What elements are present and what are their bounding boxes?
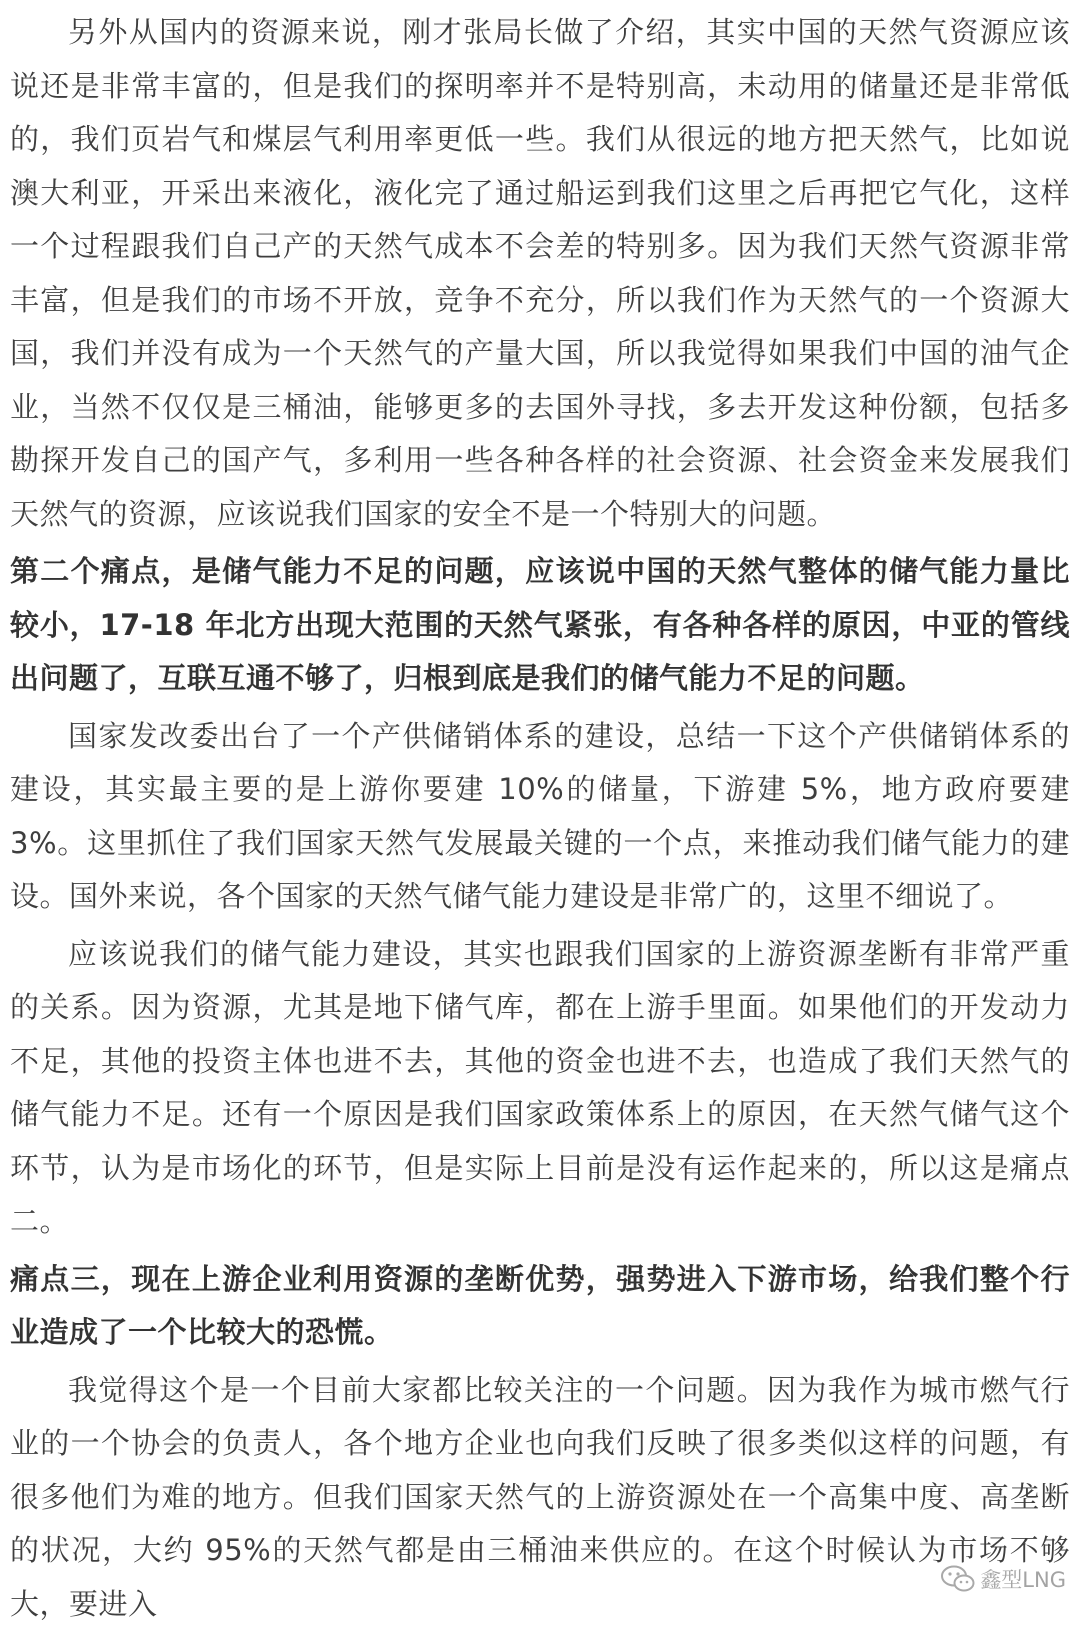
paragraph-supply-storage-system: 国家发改委出台了一个产供储销体系的建设，总结一下这个产供储销体系的建设，其实最主要的是上游你要建 10%的储量，下游建 5%，地方政府要建 3%。这里抓住了我们国家天然气发展最关键的一个点，来推动我们储气能力的建设。国外来说，各个国家的天然气储气能力建设是非常广的，这里不细说了。 [10, 710, 1070, 924]
article-body [10, 6, 1070, 1631]
watermark-label: 鑫型LNG [980, 1564, 1066, 1594]
paragraph-resources: 另外从国内的资源来说，刚才张局长做了介绍，其实中国的天然气资源应该说还是非常丰富的，但是我们的探明率并不是特别高，未动用的储量还是非常低的，我们页岩气和煤层气利用率更低一些。我们从很远的地方把天然气，比如说澳大利亚，开采出来液化，液化完了通过船运到我们这里之后再把它气化，这样一个过程跟我们自己产的天然气成本不会差的特别多。因为我们天然气资源非常丰富，但是我们的市场不开放，竞争不充分，所以我们作为天然气的一个资源大国，我们并没有成为一个天然气的产量大国，所以我觉得如果我们中国的油气企业，当然不仅仅是三桶油，能够更多的去国外寻找，多去开发这种份额，包括多勘探开发自己的国产气，多利用一些各种各样的社会资源、社会资金来发展我们天然气的资源，应该说我们国家的安全不是一个特别大的问题。 [10, 6, 1070, 541]
watermark [940, 1562, 1066, 1596]
paragraph-pain-point-two-heading: 第二个痛点，是储气能力不足的问题，应该说中国的天然气整体的储气能力量比较小，17-18 年北方出现大范围的天然气紧张，有各种各样的原因，中亚的管线出问题了，互联互通不够了，归根到底是我们的储气能力不足的问题。 [10, 545, 1070, 706]
paragraph-upstream-concentration: 我觉得这个是一个目前大家都比较关注的一个问题。因为我作为城市燃气行业的一个协会的负责人，各个地方企业也向我们反映了很多类似这样的问题，有很多他们为难的地方。但我们国家天然气的上游资源处在一个高集中度、高垄断的状况，大约 95%的天然气都是由三桶油来供应的。在这个时候认为市场不够大，要进入 [10, 1364, 1070, 1631]
paragraph-storage-monopoly: 应该说我们的储气能力建设，其实也跟我们国家的上游资源垄断有非常严重的关系。因为资源，尤其是地下储气库，都在上游手里面。如果他们的开发动力不足，其他的投资主体也进不去，其他的资金也进不去，也造成了我们天然气的储气能力不足。还有一个原因是我们国家政策体系上的原因，在天然气储气这个环节，认为是市场化的环节，但是实际上目前是没有运作起来的，所以这是痛点二。 [10, 928, 1070, 1249]
wechat-icon [940, 1564, 976, 1594]
paragraph-pain-point-three-heading: 痛点三，现在上游企业利用资源的垄断优势，强势进入下游市场，给我们整个行业造成了一个比较大的恐慌。 [10, 1253, 1070, 1360]
